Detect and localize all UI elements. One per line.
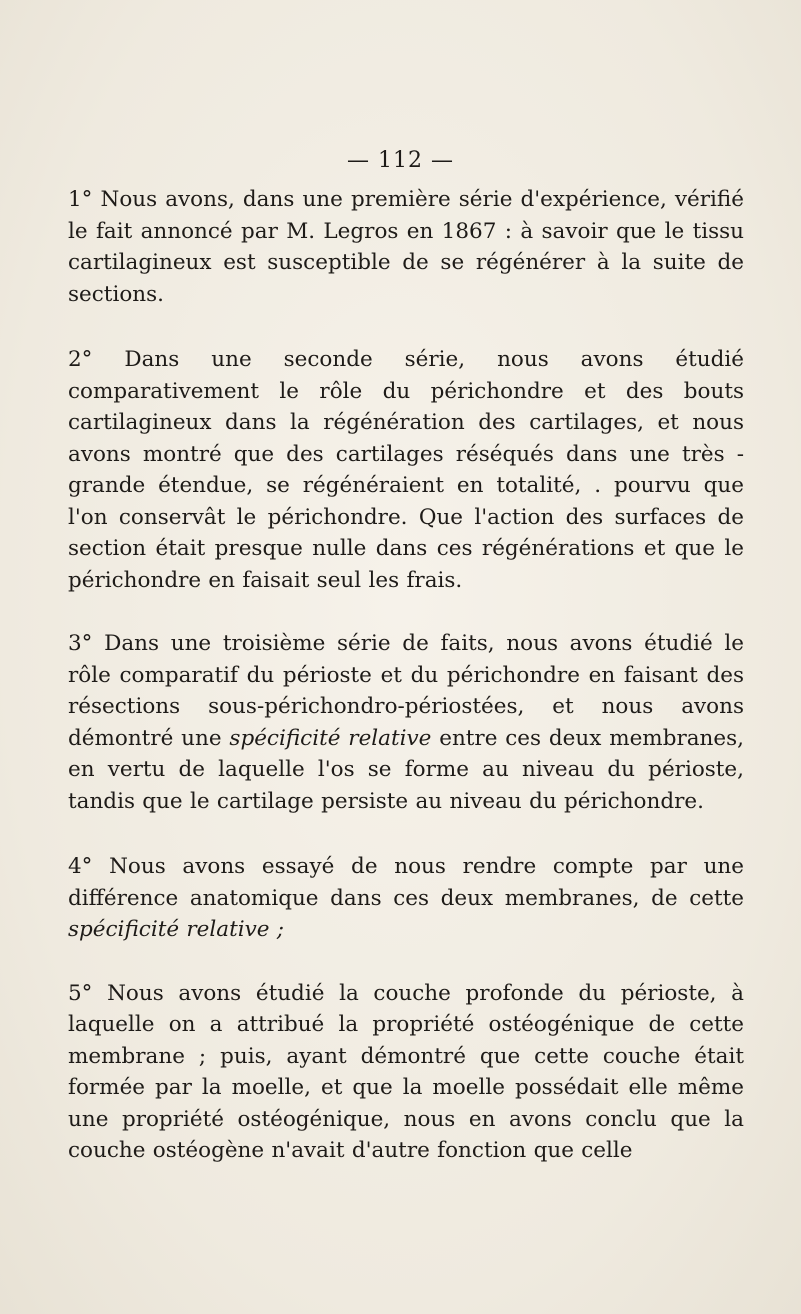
paragraph-3 [68,628,744,817]
paragraph-2-text: 2° Dans une seconde série, nous avons étudié comparativement le rôle du périchondre et des bouts cartilagineux dans la régénération des cartilages, et nous avons montré que des cartilages réséqués dans une très - grande étendue, se régénéraient en totalité, . pourvu que l'on conservât le périchondre. Que l'action des surfaces de section était presque nulle dans ces régénérations et que le périchondre en faisait seul les frais. [68,347,744,593]
paragraph-5 [68,978,744,1167]
paragraph-4 [68,851,744,946]
paragraph-5-text: 5° Nous avons étudié la couche profonde du périoste, à laquelle on a attribué la propriété ostéogénique de cette membrane ; puis, ayant démontré que cette couche était formée par la moelle, et que la moelle possédait elle même une propriété ostéogénique, nous en avons conclu que la couche ostéogène n'avait d'autre fonction que celle [68,980,744,1163]
paragraph-4-italic: spécificité relative ; [68,917,285,942]
paragraph-3-italic: spécificité relative [229,725,432,751]
paragraph-2 [68,344,744,596]
paragraph-3-text: 3° Dans une troisième série de faits, nous avons étudié le rôle comparatif du périoste et du périchondre en faisant des résections sous-périchondro-périostées, et nous avons démontré une [68,631,744,751]
page-number: — 112 — [347,148,454,173]
paragraph-4-text: 4° Nous avons essayé de nous rendre compte par une différence anatomique dans ces deux membranes, de cette [68,854,744,911]
paragraph-1 [68,184,744,310]
paragraph-3-after: entre ces deux membranes, en vertu de laquelle l'os se forme au niveau du périoste, tandis que le cartilage persiste au niveau du périchondre. [68,725,744,814]
paragraph-1-text: 1° Nous avons, dans une première série d'expérience, vérifié le fait annoncé par M. Legros en 1867 : à savoir que le tissu cartilagineux est susceptible de se régénérer à la suite de sections. [68,187,744,307]
body-text [68,184,744,1197]
